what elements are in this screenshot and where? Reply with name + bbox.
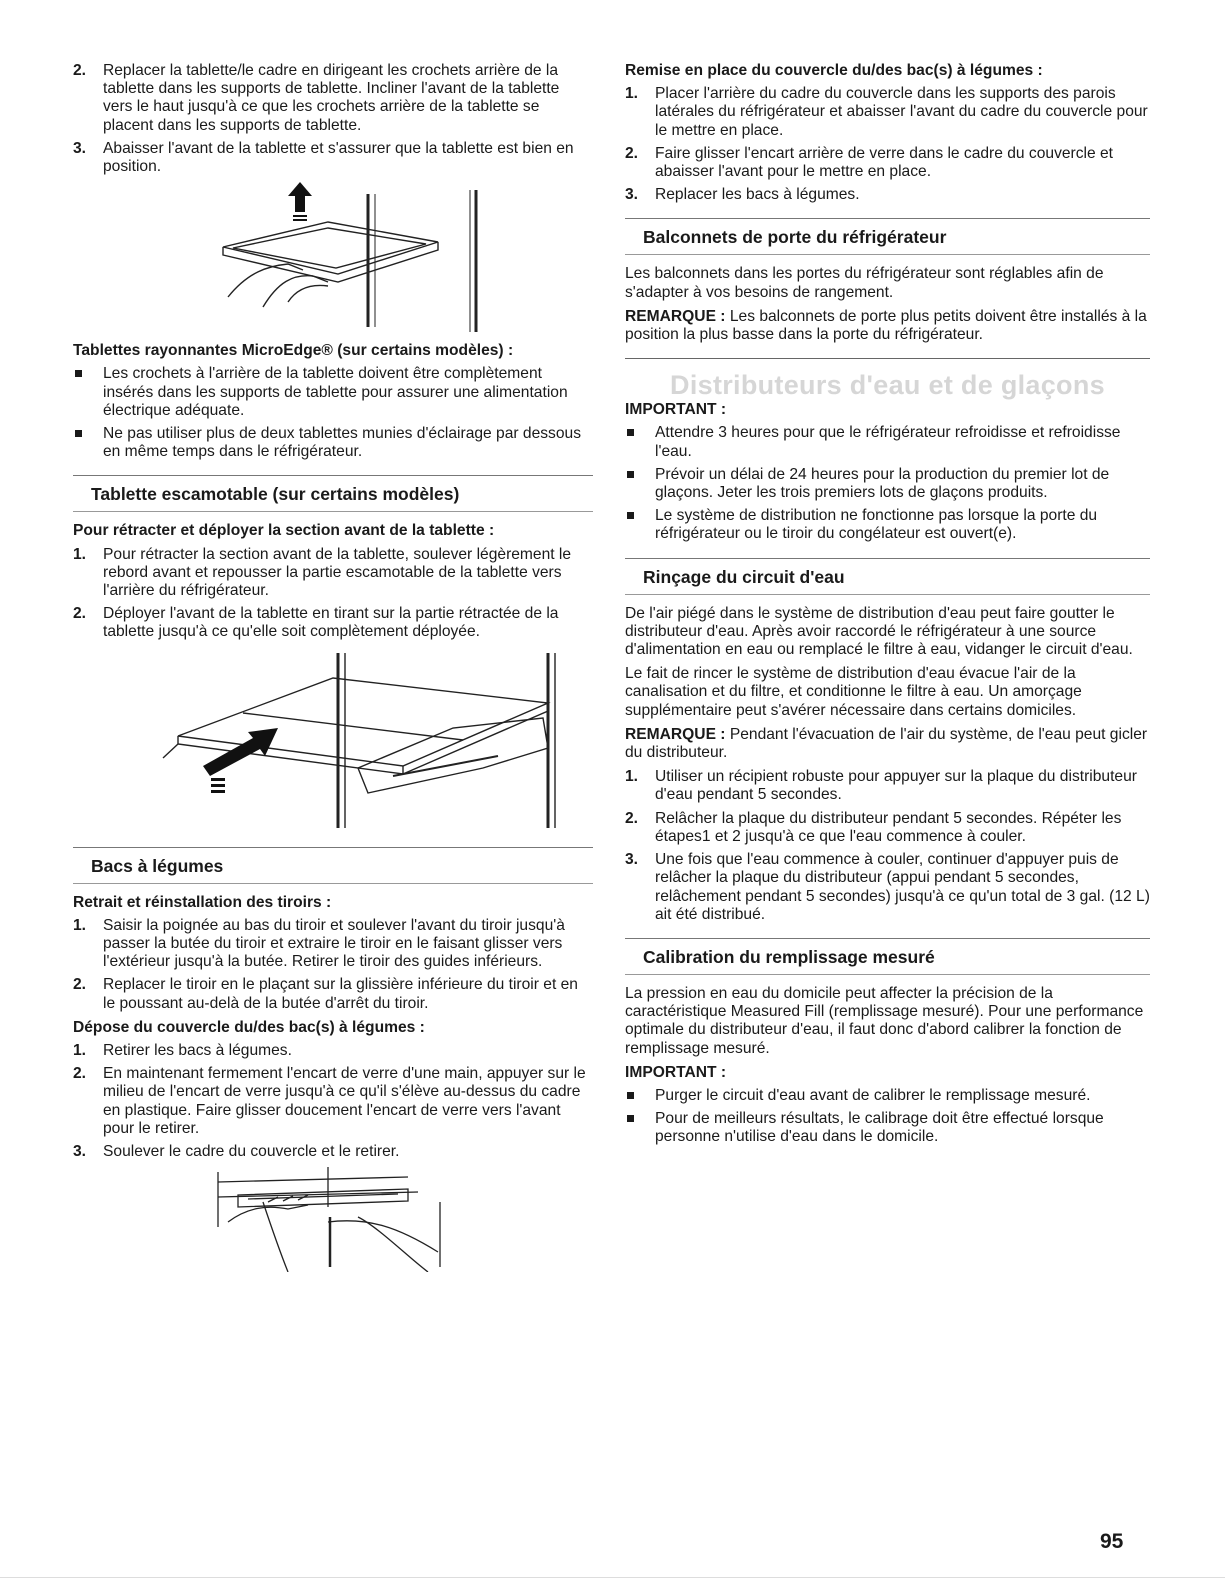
list-item	[73, 976, 593, 1012]
step-number: 2.	[73, 62, 87, 79]
rincage-paragraph-2: Le fait de rincer le système de distribution d'eau évacue l'air de la canalisation et du filtre, et conditionne le filtre à eau. Un amorçage supplémentaire peut s'avérer nécessaire dans certains domiciles.	[625, 665, 1082, 719]
bullet-icon	[75, 430, 82, 437]
step-text: Replacer le tiroir en le plaçant sur la glissière inférieure du tiroir et en le poussant au-delà de la butée d'arrêt du tiroir.	[103, 976, 578, 1012]
list-item	[73, 917, 593, 972]
calibration-important-label: IMPORTANT :	[625, 1063, 727, 1081]
section-title-calibration: Calibration du remplissage mesuré	[625, 938, 1150, 975]
step-text: Replacer la tablette/le cadre en dirigeant les crochets arrière de la tablette dans les supports de tablette. Incliner l'avant de la tablette vers le haut jusqu'à ce que les crochets arrière de la tablette se placent dans les supports de tablette.	[103, 62, 560, 134]
note-label: REMARQUE :	[625, 307, 726, 325]
list-item	[73, 1065, 593, 1138]
list-item	[73, 425, 593, 461]
note-label: REMARQUE :	[625, 725, 726, 743]
list-item	[73, 1042, 593, 1060]
rincage-note	[625, 726, 1150, 762]
step-number: 3.	[625, 186, 639, 204]
balconnets-paragraph: Les balconnets dans les portes du réfrigérateur sont réglables afin de s'adapter à vos besoins de rangement.	[625, 265, 1104, 301]
step-number: 1.	[73, 545, 87, 563]
distributeurs-title: Distributeurs d'eau et de glaçons	[625, 358, 1150, 401]
rincage-steps	[625, 768, 1150, 924]
important-label: IMPORTANT :	[625, 401, 727, 419]
step-text: Soulever le cadre du couvercle et le retirer.	[103, 1143, 400, 1161]
step-number: 2.	[73, 976, 87, 994]
step-text: Utiliser un récipient robuste pour appuyer sur la plaque du distributeur d'eau pendant 5 secondes.	[655, 768, 1137, 804]
section-title-balconnets: Balconnets de porte du réfrigérateur	[625, 218, 1150, 255]
depose-steps	[73, 1042, 593, 1161]
shelf-replace-steps	[73, 62, 593, 176]
list-item	[625, 768, 1150, 804]
left-column	[73, 62, 593, 1282]
right-column	[625, 62, 1150, 1153]
bullet-text: Le système de distribution ne fonctionne pas lorsque la porte du réfrigérateur ou le tiroir du congélateur est ouvert(e).	[655, 507, 1098, 543]
step-text: Pour rétracter la section avant de la tablette, soulever légèrement le rebord avant et repousser la partie escamotable de la tablette vers l'arrière du réfrigérateur.	[103, 545, 572, 600]
retract-steps	[73, 546, 593, 642]
list-item	[625, 1087, 1150, 1105]
depose-heading: Dépose du couvercle du/des bac(s) à légumes :	[73, 1018, 425, 1036]
calibration-paragraph: La pression en eau du domicile peut affecter la précision de la caractéristique Measured Fill (remplissage mesuré). Pour une performance optimale du distributeur d'eau, il faut donc d'abord calibrer la fonction de remplissage mesuré.	[625, 984, 1144, 1057]
list-item	[625, 186, 1150, 204]
step-text: En maintenant fermement l'encart de verre d'une main, appuyer sur le milieu de l'encart de verre jusqu'à ce qu'il s'élève au-dessus du cadre en plastique. Faire glisser doucement l'encart de verre vers l'avant pour le retirer.	[103, 1065, 586, 1137]
retractable-shelf-illustration	[103, 648, 563, 833]
step-number: 1.	[73, 1042, 87, 1060]
shelf-install-illustration	[188, 182, 478, 332]
step-number: 3.	[73, 1143, 87, 1161]
calibration-bullets	[625, 1087, 1150, 1147]
bullet-icon	[627, 512, 634, 519]
step-number: 1.	[625, 85, 639, 103]
bullet-icon	[627, 1092, 634, 1099]
microedge-heading: Tablettes rayonnantes MicroEdge® (sur certains modèles) :	[73, 342, 514, 360]
list-item	[625, 1110, 1150, 1146]
step-number: 3.	[73, 139, 87, 157]
section-title-bacs: Bacs à légumes	[73, 847, 593, 884]
rincage-paragraph-1: De l'air piégé dans le système de distribution d'eau peut faire goutter le distributeur d'eau. Après avoir raccordé le réfrigérateur à une source d'alimentation en eau ou remplacé le filtre à eau, vidanger le circuit d'eau.	[625, 604, 1133, 659]
step-text: Abaisser l'avant de la tablette et s'assurer que la tablette est bien en position.	[103, 139, 574, 176]
note-text: Les balconnets de porte plus petits doivent être installés à la position la plus basse dans la porte du réfrigérateur.	[625, 307, 1147, 344]
step-number: 2.	[73, 1065, 87, 1083]
step-text: Une fois que l'eau commence à couler, continuer d'appuyer puis de relâcher la plaque du distributeur (appui pendant 5 secondes, relâchement pendant 5 secondes) jusqu'à ce qu'un total de 3 gal. (12 L) ait été distribué.	[655, 851, 1150, 923]
bullet-text: Purger le circuit d'eau avant de calibrer le remplissage mesuré.	[655, 1086, 1091, 1104]
step-text: Replacer les bacs à légumes.	[655, 186, 860, 204]
bullet-text: Pour de meilleurs résultats, le calibrage doit être effectué lorsque personne n'utilise d'eau dans le domicile.	[655, 1110, 1104, 1146]
bullet-icon	[627, 471, 634, 478]
list-item	[73, 140, 593, 176]
bullet-icon	[75, 370, 82, 377]
list-item	[625, 85, 1150, 140]
list-item	[73, 365, 593, 420]
section-title-escamotable: Tablette escamotable (sur certains modèles)	[73, 475, 593, 512]
bullet-icon	[627, 429, 634, 436]
bottom-divider	[0, 1577, 1225, 1578]
step-text: Faire glisser l'encart arrière de verre dans le cadre du couvercle et abaisser l'avant pour le mettre en place.	[655, 144, 1114, 181]
bullet-text: Attendre 3 heures pour que le réfrigérateur refroidisse et refroidisse l'eau.	[655, 424, 1121, 460]
list-item	[73, 605, 593, 641]
step-text: Saisir la poignée au bas du tiroir et soulever l'avant du tiroir jusqu'à passer la butée du tiroir et extraire le tiroir en le faisant glisser vers l'extérieur jusqu'à la butée. Retirer le tiroir des guides inférieurs.	[103, 916, 565, 971]
step-text: Relâcher la plaque du distributeur pendant 5 secondes. Répéter les étapes1 et 2 jusqu'à ce que l'eau commence à couler.	[655, 809, 1122, 845]
step-number: 3.	[625, 851, 639, 869]
list-item	[625, 851, 1150, 924]
step-number: 2.	[625, 144, 639, 162]
remise-steps	[625, 85, 1150, 204]
page-number: 95	[1100, 1530, 1124, 1553]
list-item	[73, 1143, 593, 1161]
bullet-icon	[627, 1115, 634, 1122]
step-text: Déployer l'avant de la tablette en tirant sur la partie rétractée de la tablette jusqu'à ce qu'elle soit complètement déployée.	[103, 605, 559, 641]
step-number: 1.	[625, 768, 639, 786]
list-item	[625, 810, 1150, 846]
list-item	[625, 466, 1150, 502]
balconnets-note	[625, 308, 1150, 344]
step-text: Retirer les bacs à légumes.	[103, 1042, 292, 1060]
step-number: 2.	[625, 809, 639, 827]
list-item	[625, 145, 1150, 181]
microedge-bullets	[73, 365, 593, 461]
list-item	[625, 507, 1150, 543]
list-item	[73, 62, 593, 135]
retrait-heading: Retrait et réinstallation des tiroirs :	[73, 893, 332, 911]
step-number: 2.	[73, 605, 87, 623]
crisper-cover-illustration	[208, 1167, 458, 1272]
list-item	[625, 424, 1150, 460]
note-text: Pendant l'évacuation de l'air du système, de l'eau peut gicler du distributeur.	[625, 725, 1148, 762]
bullet-text: Les crochets à l'arrière de la tablette doivent être complètement insérés dans les supports de tablette pour assurer une alimentation électrique adéquate.	[103, 365, 568, 419]
bullet-text: Prévoir un délai de 24 heures pour la production du premier lot de glaçons. Jeter les trois premiers lots de glaçons produits.	[655, 465, 1110, 502]
step-text: Placer l'arrière du cadre du couvercle dans les supports des parois latérales du réfrigérateur et abaisser l'avant du cadre du couvercle pour le mettre en place.	[655, 85, 1148, 139]
list-item	[73, 546, 593, 601]
important-bullets	[625, 424, 1150, 543]
retrait-steps	[73, 917, 593, 1013]
step-number: 1.	[73, 916, 87, 934]
remise-heading: Remise en place du couvercle du/des bac(s) à légumes :	[625, 62, 1043, 79]
retract-heading: Pour rétracter et déployer la section avant de la tablette :	[73, 522, 495, 540]
bullet-text: Ne pas utiliser plus de deux tablettes munies d'éclairage par dessous en même temps dans le réfrigérateur.	[103, 425, 581, 461]
section-title-rincage: Rinçage du circuit d'eau	[625, 558, 1150, 595]
